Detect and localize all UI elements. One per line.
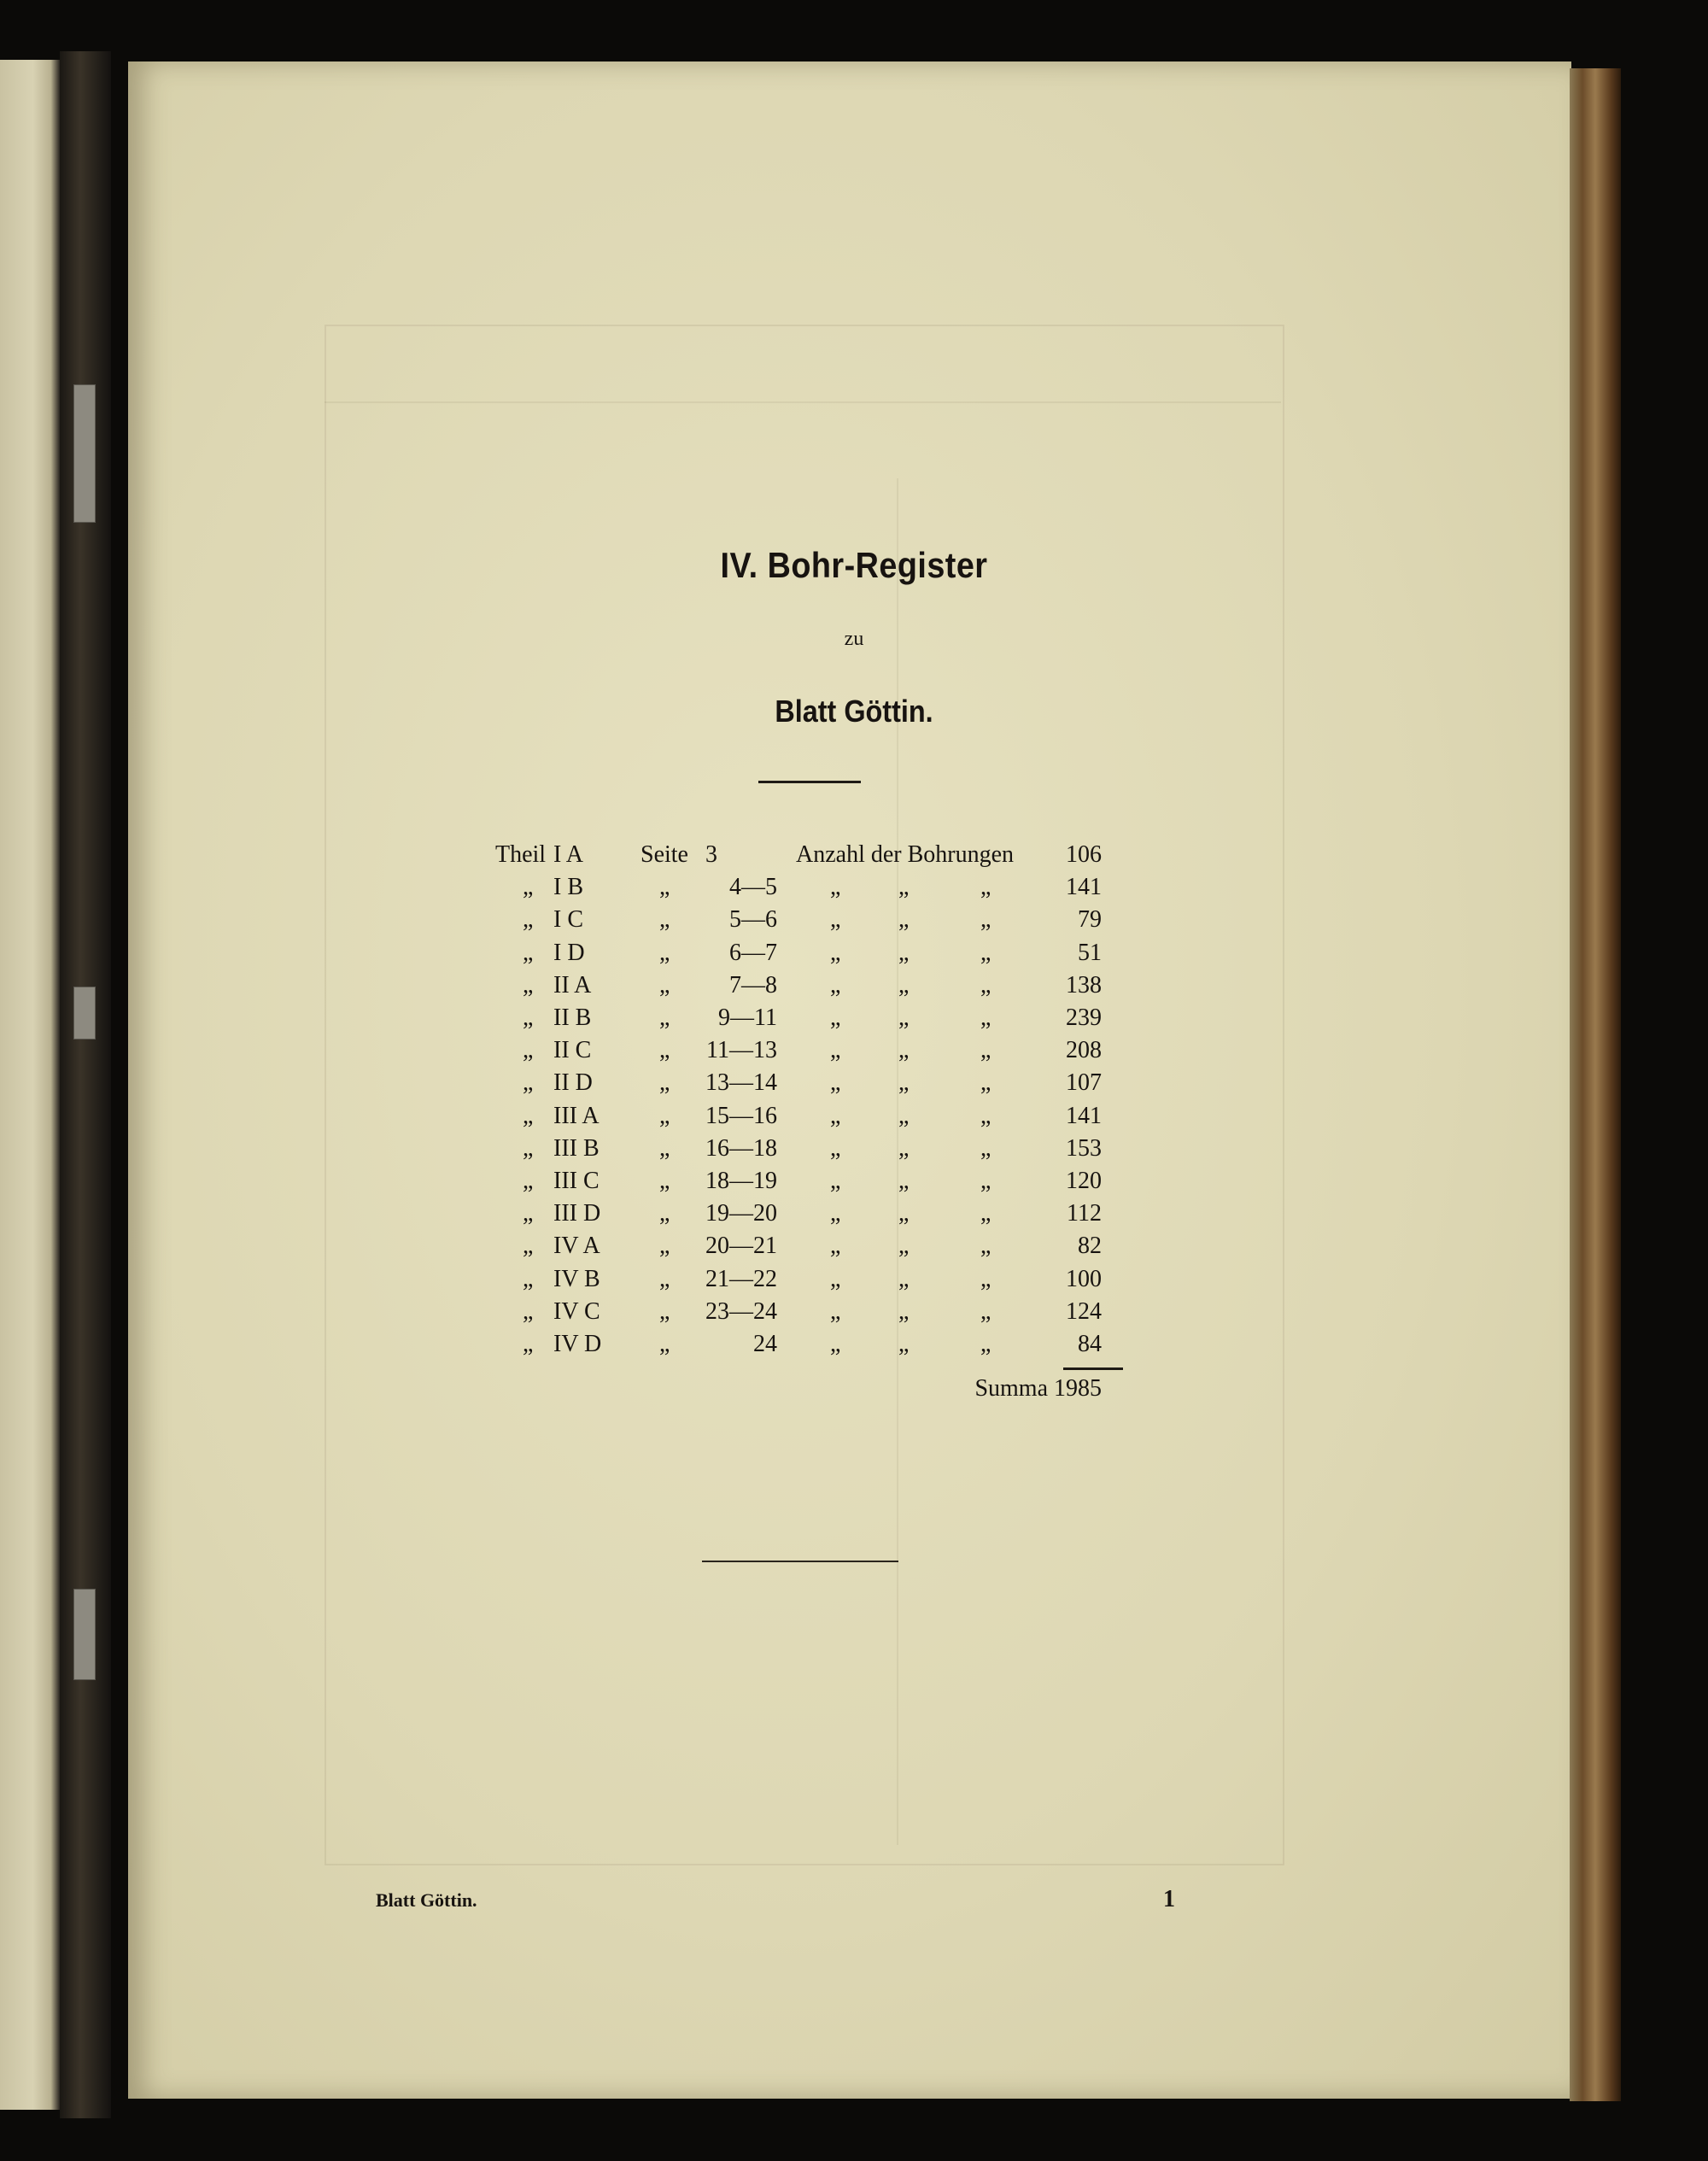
sum-rule: [1063, 1367, 1123, 1370]
cell-seite: „: [659, 1134, 670, 1162]
cell-count: 51: [1078, 939, 1102, 966]
cell-d2: „: [898, 1265, 910, 1292]
cell-count: 239: [1066, 1004, 1102, 1031]
cell-pages: 19—20: [705, 1200, 777, 1227]
page-number: 1: [1163, 1886, 1175, 1912]
cell-d1: „: [830, 1004, 841, 1031]
cell-seite: „: [659, 1297, 670, 1325]
cell-d3: „: [980, 1331, 991, 1357]
cell-pages: 24: [753, 1331, 777, 1357]
cell-d3: „: [980, 1233, 991, 1260]
cell-seite: „: [659, 1265, 670, 1292]
cell-theil: „: [523, 1297, 534, 1325]
cell-count: 107: [1066, 1069, 1102, 1097]
cell-d3: „: [980, 1004, 991, 1031]
cell-theil: „: [523, 1168, 534, 1194]
cell-part: IV C: [553, 1297, 600, 1325]
cell-seite: „: [659, 1037, 670, 1064]
cell-theil: „: [523, 906, 534, 934]
cell-pages: 16—18: [705, 1134, 777, 1162]
cell-pages: 9—11: [718, 1004, 777, 1031]
cell-part: I B: [553, 874, 583, 901]
register-title: IV. Bohr-Register: [720, 545, 988, 585]
cell-d3: „: [980, 1265, 991, 1292]
cell-pages: 20—21: [705, 1233, 777, 1260]
cell-seite: „: [659, 971, 670, 999]
cell-d1: „: [830, 1265, 841, 1292]
cell-theil: „: [523, 971, 534, 999]
register-subtitle-zu: zu: [844, 628, 864, 650]
table-row: [0, 1069, 1708, 1102]
cell-theil: Theil: [495, 841, 547, 868]
cell-d3: „: [980, 939, 991, 966]
table-row: [0, 1135, 1708, 1168]
cell-seite: „: [659, 1004, 670, 1031]
cell-seite: „: [659, 1331, 670, 1357]
cell-theil: „: [523, 939, 534, 966]
cell-part: I D: [553, 939, 585, 966]
cell-d2: „: [898, 1297, 910, 1325]
cell-d1: „: [830, 906, 841, 934]
cell-count: 208: [1066, 1037, 1102, 1064]
cell-d2: „: [898, 1102, 910, 1129]
cell-pages: 13—14: [705, 1069, 777, 1097]
cell-seite: Seite: [640, 841, 688, 868]
cell-pages: 18—19: [705, 1168, 777, 1194]
cell-theil: „: [523, 1134, 534, 1162]
cell-d2: „: [898, 906, 910, 934]
cell-pages: 3: [705, 841, 717, 868]
table-row: [0, 1266, 1708, 1298]
cell-d2: „: [898, 1200, 910, 1227]
cell-count: 79: [1078, 906, 1102, 934]
cell-part: II A: [553, 971, 592, 999]
cell-seite: „: [659, 939, 670, 966]
cell-d2: „: [898, 1331, 910, 1357]
cell-pages: 5—6: [729, 906, 777, 934]
cell-d2: „: [898, 1233, 910, 1260]
cell-count: 141: [1066, 874, 1102, 901]
cell-d1: „: [830, 1069, 841, 1097]
cell-theil: „: [523, 1102, 534, 1129]
cell-seite: „: [659, 1200, 670, 1227]
cell-theil: „: [523, 874, 534, 901]
cell-part: I A: [553, 841, 583, 868]
cell-d1: „: [830, 1134, 841, 1162]
cell-d1: „: [830, 1168, 841, 1194]
table-row: [0, 841, 1708, 874]
cell-d1: „: [830, 874, 841, 901]
table-row: [0, 1004, 1708, 1037]
summa-total: Summa 1985: [974, 1375, 1102, 1402]
cell-seite: „: [659, 1168, 670, 1194]
divider: [702, 1561, 898, 1562]
cell-theil: „: [523, 1069, 534, 1097]
cell-part: IV B: [553, 1265, 600, 1292]
cell-pages: 7—8: [729, 971, 777, 999]
cell-pages: 11—13: [706, 1037, 777, 1064]
cell-pages: 23—24: [705, 1297, 777, 1325]
cell-theil: „: [523, 1004, 534, 1031]
cell-anzahl: Anzahl der Bohrungen: [796, 841, 1015, 868]
cell-part: III C: [553, 1168, 600, 1194]
cell-part: III A: [553, 1102, 600, 1129]
cell-part: II C: [553, 1037, 592, 1064]
cell-d3: „: [980, 1200, 991, 1227]
cell-d2: „: [898, 874, 910, 901]
cell-seite: „: [659, 1102, 670, 1129]
cell-d3: „: [980, 971, 991, 999]
cell-count: 100: [1066, 1265, 1102, 1292]
cell-part: I C: [553, 906, 583, 934]
table-row: [0, 1168, 1708, 1200]
footer-sheet-name: Blatt Göttin.: [376, 1889, 477, 1911]
cell-d3: „: [980, 874, 991, 901]
cell-part: III D: [553, 1200, 601, 1227]
cell-d2: „: [898, 1168, 910, 1194]
cell-seite: „: [659, 1233, 670, 1260]
cell-d1: „: [830, 1102, 841, 1129]
cell-pages: 15—16: [705, 1102, 777, 1129]
cell-pages: 6—7: [729, 939, 777, 966]
cell-part: IV D: [553, 1331, 602, 1357]
cell-theil: „: [523, 1233, 534, 1260]
cell-d1: „: [830, 1297, 841, 1325]
table-row: [0, 906, 1708, 939]
cell-count: 124: [1066, 1297, 1102, 1325]
table-row: [0, 1233, 1708, 1265]
cell-count: 120: [1066, 1168, 1102, 1194]
sheet-name: Blatt Göttin.: [775, 694, 933, 729]
cell-d1: „: [830, 971, 841, 999]
cell-count: 141: [1066, 1102, 1102, 1129]
cell-seite: „: [659, 874, 670, 901]
cell-count: 106: [1066, 841, 1102, 868]
table-row: [0, 1103, 1708, 1135]
cell-d1: „: [830, 1233, 841, 1260]
cell-d3: „: [980, 1102, 991, 1129]
cell-d2: „: [898, 939, 910, 966]
cell-count: 153: [1066, 1134, 1102, 1162]
cell-d3: „: [980, 1134, 991, 1162]
cell-count: 112: [1067, 1200, 1102, 1227]
cell-part: II B: [553, 1004, 592, 1031]
cell-d3: „: [980, 906, 991, 934]
cell-d2: „: [898, 971, 910, 999]
cell-part: IV A: [553, 1233, 600, 1260]
cell-d1: „: [830, 939, 841, 966]
table-row: [0, 1298, 1708, 1331]
cell-theil: „: [523, 1331, 534, 1357]
table-row: [0, 874, 1708, 906]
table-row: [0, 1331, 1708, 1363]
cell-count: 84: [1078, 1331, 1102, 1357]
cell-d3: „: [980, 1297, 991, 1325]
cell-count: 138: [1066, 971, 1102, 999]
cell-part: III B: [553, 1134, 600, 1162]
cell-count: 82: [1078, 1233, 1102, 1260]
cell-d2: „: [898, 1004, 910, 1031]
table-row: [0, 1037, 1708, 1069]
cell-theil: „: [523, 1265, 534, 1292]
cell-seite: „: [659, 906, 670, 934]
cell-part: II D: [553, 1069, 593, 1097]
cell-d1: „: [830, 1037, 841, 1064]
divider: [758, 781, 861, 783]
cell-d3: „: [980, 1069, 991, 1097]
cell-d2: „: [898, 1069, 910, 1097]
cell-seite: „: [659, 1069, 670, 1097]
table-row: [0, 972, 1708, 1004]
cell-pages: 21—22: [705, 1265, 777, 1292]
cell-d1: „: [830, 1200, 841, 1227]
cell-d2: „: [898, 1037, 910, 1064]
cell-d3: „: [980, 1168, 991, 1194]
cell-d2: „: [898, 1134, 910, 1162]
table-row: [0, 1200, 1708, 1233]
cell-d1: „: [830, 1331, 841, 1357]
cell-d3: „: [980, 1037, 991, 1064]
table-row: [0, 940, 1708, 972]
cell-pages: 4—5: [729, 874, 777, 901]
cell-theil: „: [523, 1037, 534, 1064]
cell-theil: „: [523, 1200, 534, 1227]
